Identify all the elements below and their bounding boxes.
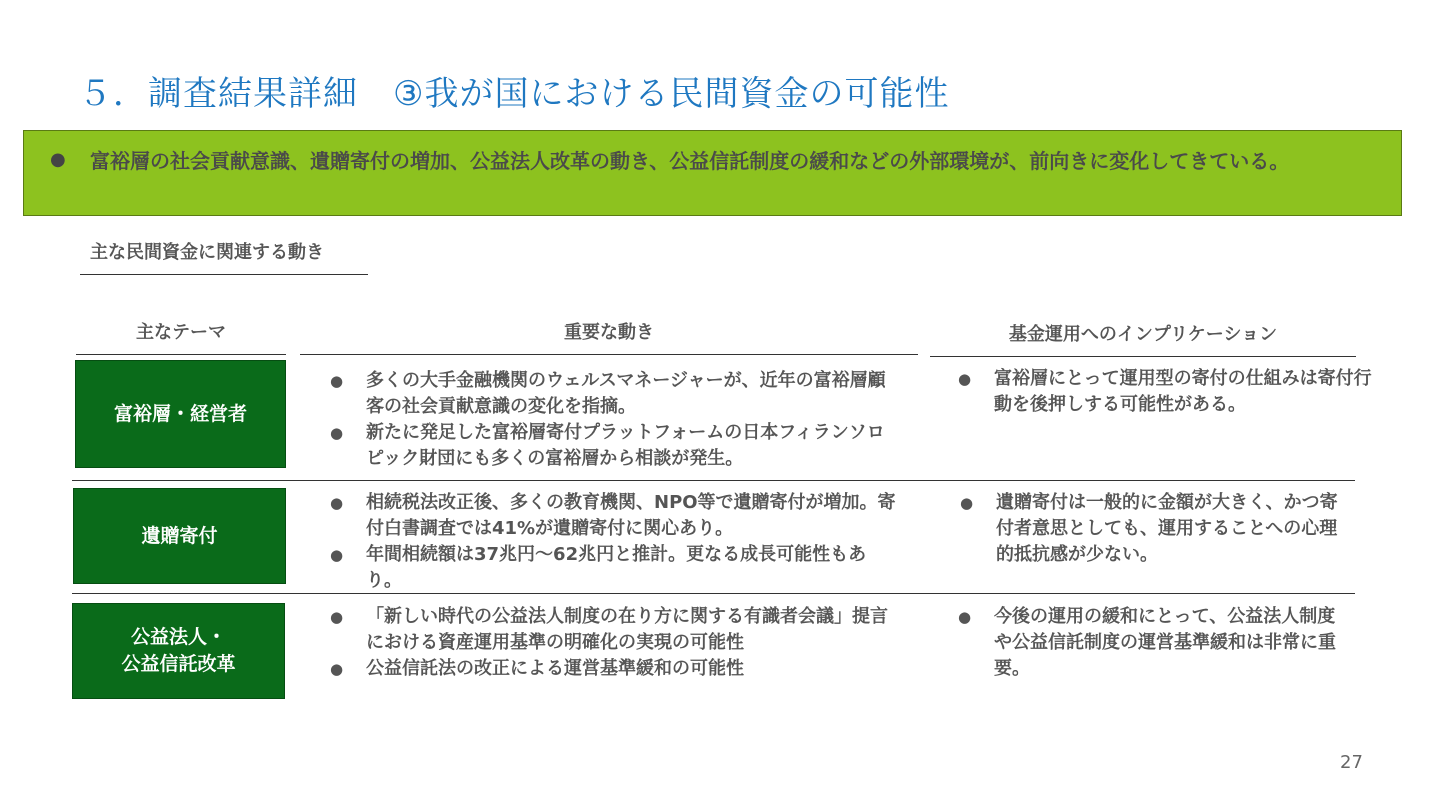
bullet-icon: ● (330, 494, 344, 512)
bullet-icon: ● (330, 660, 344, 678)
list-item: ● 富裕層にとって運用型の寄付の仕組みは寄付行動を後押しする可能性がある。 (958, 366, 1378, 418)
column-header-theme: 主なテーマ (76, 318, 286, 355)
summary-text: 富裕層の社会貢献意識、遺贈寄付の増加、公益法人改革の動き、公益信託制度の緩和などの外部環境が、前向きに変化してきている。 (90, 149, 1290, 173)
bullet-icon: ● (960, 494, 974, 512)
page-number: 27 (1340, 752, 1363, 773)
list-item: ● 「新しい時代の公益法人制度の在り方に関する有識者会議」提言における資産運用基準の明確化の実現の可能性 (330, 604, 900, 656)
bullet-icon: ● (330, 372, 344, 390)
list-item: ● 公益信託法の改正による運営基準緩和の可能性 (330, 656, 900, 682)
theme-box-public-interest: 公益法人・ 公益信託改革 (72, 603, 285, 699)
bullet-icon: ● (50, 149, 66, 170)
implication-list (958, 604, 1338, 682)
bullet-icon: ● (330, 608, 344, 626)
list-item: ● 遺贈寄付は一般的に金額が大きく、かつ寄付者意思としても、運用することへの心理的抵抗感が少ない。 (960, 490, 1340, 568)
theme-box-wealthy: 富裕層・経営者 (75, 360, 286, 468)
bullet-icon: ● (330, 424, 344, 442)
implication-list (960, 490, 1340, 568)
movement-list (330, 604, 900, 682)
row-divider (72, 480, 1355, 481)
list-item: ● 多くの大手金融機関のウェルスマネージャーが、近年の富裕層顧客の社会貢献意識の変化を指摘。 (330, 368, 900, 420)
theme-box-bequest: 遺贈寄付 (73, 488, 286, 584)
list-item: ● 年間相続額は37兆円〜62兆円と推計。更なる成長可能性もあり。 (330, 542, 900, 594)
movement-list (330, 490, 900, 594)
movement-list (330, 368, 900, 472)
list-item: ● 相続税法改正後、多くの教育機関、NPO等で遺贈寄付が増加。寄付白書調査では41%が遺贈寄付に関心あり。 (330, 490, 900, 542)
column-header-implication: 基金運用へのインプリケーション (930, 320, 1356, 357)
row-divider (72, 593, 1355, 594)
implication-list (958, 366, 1378, 418)
column-header-movement: 重要な動き (300, 318, 918, 355)
list-item: ● 新たに発足した富裕層寄付プラットフォームの日本フィランソロピック財団にも多くの富裕層から相談が発生。 (330, 420, 900, 472)
bullet-icon: ● (330, 546, 344, 564)
page-title: ５．調査結果詳細 ③我が国における民間資金の可能性 (78, 74, 950, 114)
bullet-icon: ● (958, 608, 972, 626)
section-subheading: 主な民間資金に関連する動き (80, 238, 368, 275)
summary-banner (23, 130, 1402, 216)
bullet-icon: ● (958, 370, 972, 388)
list-item: ● 今後の運用の緩和にとって、公益法人制度や公益信託制度の運営基準緩和は非常に重要。 (958, 604, 1338, 682)
